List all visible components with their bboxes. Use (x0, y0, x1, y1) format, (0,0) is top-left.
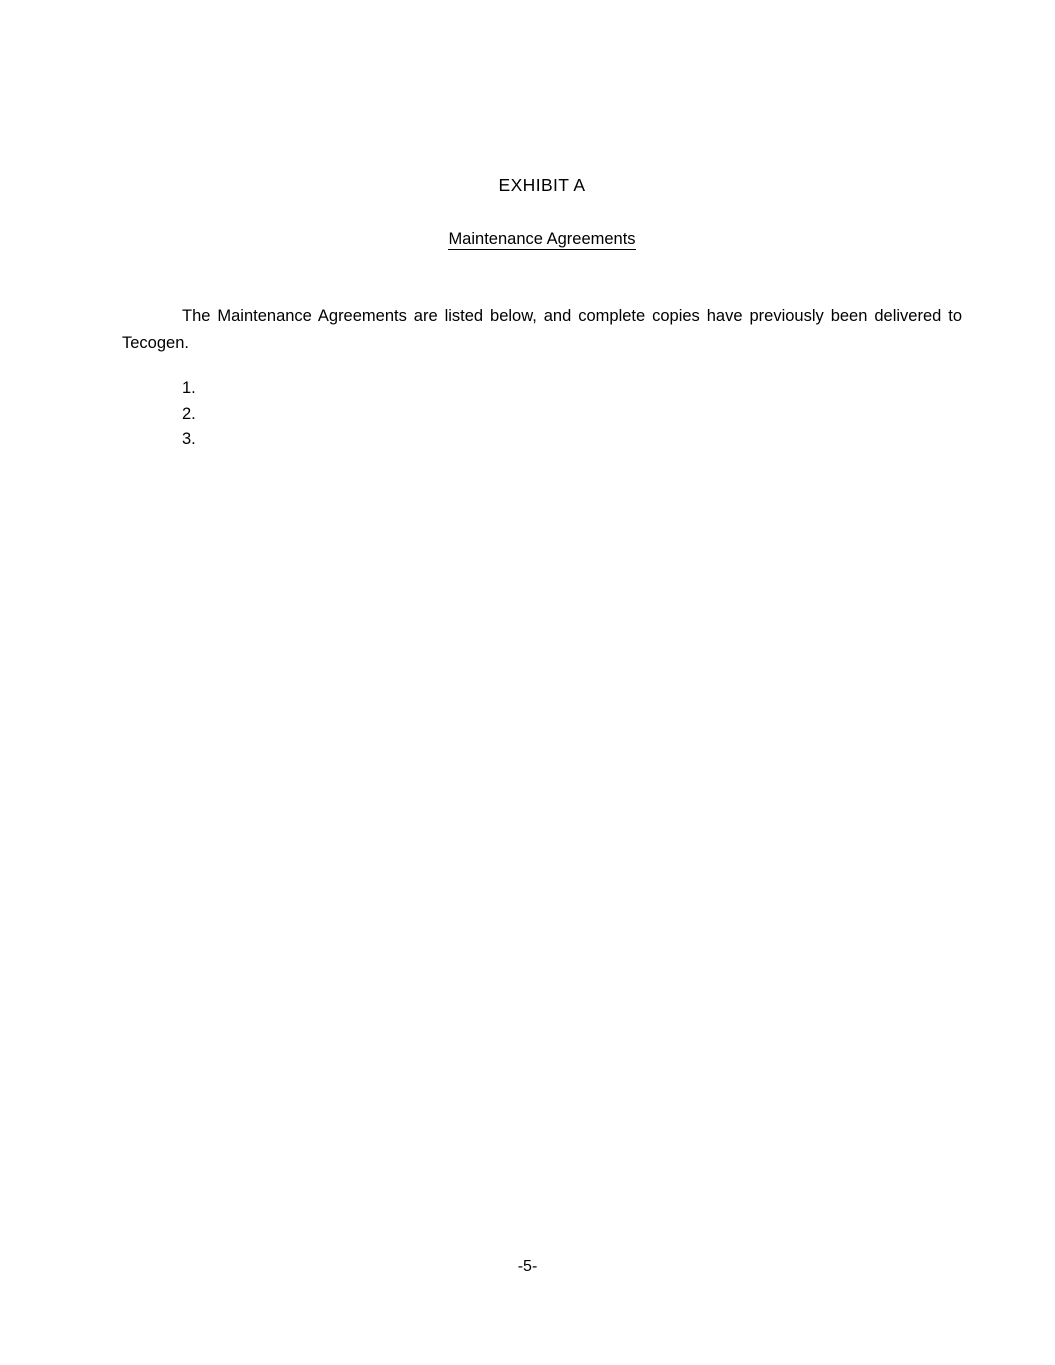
list-item: 1. (182, 379, 196, 398)
page-number: -5- (517, 1258, 538, 1275)
intro-paragraph: The Maintenance Agreements are listed below, and complete copies have previously been delivered to Tecogen. (122, 307, 962, 352)
document-body (122, 175, 962, 452)
page-title: EXHIBIT A (498, 175, 586, 195)
list-item: 3. (182, 429, 196, 448)
list-item: 2. (182, 404, 196, 423)
document-subtitle (122, 230, 962, 249)
document-subtitle-text: Maintenance Agreements (448, 230, 636, 248)
agreements-list (122, 376, 962, 451)
